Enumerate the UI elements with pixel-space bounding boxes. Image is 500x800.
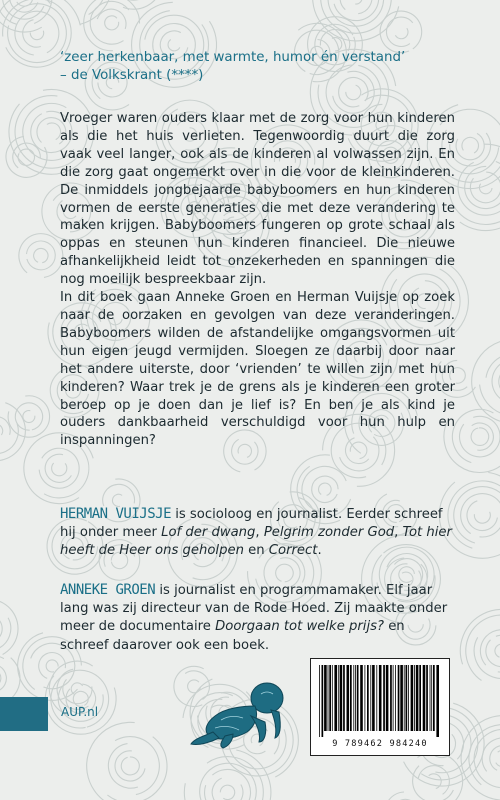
swirl-line [87, 722, 149, 800]
barcode-bar [360, 665, 363, 731]
swirl-line [0, 670, 1, 685]
swirl-line [0, 424, 3, 438]
barcode-bar [379, 665, 382, 731]
swirl-line [15, 403, 42, 430]
swirl-line [52, 463, 67, 476]
swirl-line [386, 17, 412, 46]
swirl-line [340, 0, 372, 14]
barcode-bar [350, 665, 352, 731]
barcode-bar [386, 665, 389, 731]
swirl-line [413, 766, 454, 800]
barcode-bar [372, 665, 375, 731]
swirl-line [276, 564, 294, 582]
barcode-bar [328, 665, 329, 731]
author-bio-anneke [60, 581, 455, 655]
swirl-line [467, 501, 497, 531]
barcode-bar [423, 665, 426, 731]
swirl-line [353, 0, 362, 4]
barcode-bar [338, 665, 339, 731]
barcode-bar [414, 665, 415, 731]
swirl-line [19, 234, 63, 278]
swirl-line [212, 778, 243, 800]
publisher-url: AUP.nl [61, 705, 99, 719]
swirl-line [474, 512, 490, 523]
barcode-bar [370, 665, 371, 731]
documentary-title: Doorgaan tot welke prijs? [215, 619, 384, 635]
swirl-line [472, 423, 494, 450]
separator: , [394, 525, 403, 541]
swirl-line [486, 354, 500, 403]
swirl-line [41, 0, 99, 4]
press-quote [60, 49, 455, 85]
barcode-bar [390, 665, 392, 731]
publisher-tab [0, 697, 48, 731]
swirl-line [23, 20, 41, 47]
barcode-bar [319, 665, 320, 737]
barcode-bar [430, 665, 431, 731]
bio-text: is socioloog en journalist. Eerder schreef hij onder meer [60, 507, 443, 541]
barcode-bar [376, 665, 377, 731]
isbn-number: 9 789462 984240 [332, 739, 428, 749]
barcode-bar [355, 665, 356, 731]
barcode-bar [411, 665, 414, 731]
swirl-line [399, 567, 415, 583]
barcode-bar [408, 665, 409, 731]
bio-text: is journalist en programmamaker. Elf jaar lang was zij directeur van de Rode Hoed. Zij maakte onder meer de documentaire [60, 583, 448, 635]
book-title: Tot hier heeft de Heer ons geholpen [60, 525, 452, 559]
barcode-bar [347, 665, 350, 731]
barcode-bar [431, 665, 432, 731]
book-title: Correct [268, 543, 318, 559]
bio-end: . [317, 543, 322, 559]
swirl-line [107, 737, 167, 800]
swirl-line [34, 248, 48, 262]
swirl-line [395, 28, 408, 39]
swirl-line [312, 476, 338, 502]
swirl-line [450, 133, 491, 166]
barcode-bar [416, 665, 419, 731]
swirl-line [482, 738, 500, 779]
swirl-line [495, 644, 500, 657]
swirl-line [346, 85, 361, 100]
barcode-bar [400, 665, 403, 731]
barcode-bar [353, 665, 354, 731]
book-title: Pelgrim zonder God [263, 525, 395, 541]
blurb [60, 110, 455, 450]
bio-text: en schreef daarover ook een boek. [60, 619, 405, 653]
swirl-line [474, 625, 500, 679]
barcode-bar [419, 665, 421, 731]
barcode-icon [317, 665, 443, 737]
barcode-bar [340, 665, 343, 731]
swirl-line [47, 123, 61, 140]
separator: en [243, 543, 269, 559]
swirl-line [103, 484, 135, 506]
barcode-bar [332, 665, 333, 731]
barcode-bar [343, 665, 345, 731]
barcode-bar [433, 665, 435, 731]
swirl-line [220, 785, 234, 799]
swirl-line [471, 428, 489, 446]
swirl-line [90, 1, 129, 44]
swirl-line [23, 411, 35, 423]
barcode-bar [393, 665, 394, 731]
swirl-line [385, 792, 416, 800]
author-name-herman: HERMAN VUIJSJE [60, 506, 172, 522]
swirl-line [8, 4, 67, 63]
swirl-line [15, 11, 59, 55]
swirl-line [108, 744, 138, 789]
blurb-paragraph-2: In dit boek gaan Anneke Groen en Herman Vuijsje op zoek naar de oorzaken en gevolgen van deze veranderingen. Babyboomers wilden de afstandelijke omgangsvormen uit hun eigen jeugd vermijden. Sloegen ze daarbij door naar het andere uiterste, door ‘vrienden’ te willen zijn met hun kinderen? Waar trek je de grens als je kinderen een groter beroep op je doen dan je lief is? En ben je als kind je ouders dankbaarheid verschuldigd voor hun hulp en inspanningen? [60, 290, 455, 449]
book-title: Lof der dwang [161, 525, 256, 541]
swirl-line [105, 16, 119, 30]
swirl-line [45, 454, 71, 482]
author-bio-herman [60, 505, 455, 561]
barcode-bar [404, 665, 405, 731]
swirl-line [27, 241, 56, 270]
barcode-bar [322, 665, 324, 737]
barcode-bar [334, 665, 337, 731]
swirl-line [469, 725, 500, 787]
swirl-line [462, 137, 479, 153]
barcode-bar [383, 665, 385, 731]
barcode-bar [324, 665, 327, 731]
swirl-line [496, 750, 500, 766]
quote-source: – de Volkskrant (****) [60, 68, 204, 83]
barcode-bar [395, 665, 396, 731]
quote-text: ‘zeer herkenbaar, met warmte, humor én verstand’ [60, 50, 406, 65]
swirl-line [0, 615, 2, 642]
swirl-line [319, 483, 332, 495]
swirl-line [8, 396, 49, 437]
swirl-line [184, 750, 271, 800]
barcode-bar [426, 665, 428, 731]
barcode-bar [357, 665, 359, 731]
barcode-bar [365, 665, 366, 731]
swirl-line [470, 172, 500, 203]
blurb-paragraph-1: Vroeger waren ouders klaar met de zorg voor hun kinderen als die het huis verlieten. Tegenwoordig duurt die zorg vaak veel langer, ook als de kinderen al volwassen zijn. En die zorg gaat ongemerkt over in die voor de kleinkinderen. De inmiddels jongbejaarde babyboomers en hun kinderen vormen de eerste generaties die met deze verandering te maken krijgen. Babyboomers fungeren op grote schaal als oppas en steunen hun kinderen financieel. Die nieuwe afhankelijkheid leidt tot onzekerheden en spanningen die nog moeilijk bespreekbaar zijn. [60, 111, 455, 288]
swirl-line [30, 31, 43, 40]
baby-crawling-icon [185, 676, 295, 751]
author-name-anneke: ANNEKE GROEN [60, 582, 156, 598]
barcode-bar [436, 665, 439, 737]
separator: , [255, 525, 264, 541]
barcode [310, 658, 450, 756]
barcode-bar [329, 665, 331, 731]
barcode-bar [398, 665, 400, 731]
swirl-line [121, 757, 139, 775]
swirl-line [486, 635, 500, 666]
swirl-line [115, 751, 145, 781]
barcode-bar [367, 665, 369, 731]
swirl-line [490, 745, 500, 770]
barcode-bar [406, 665, 408, 731]
